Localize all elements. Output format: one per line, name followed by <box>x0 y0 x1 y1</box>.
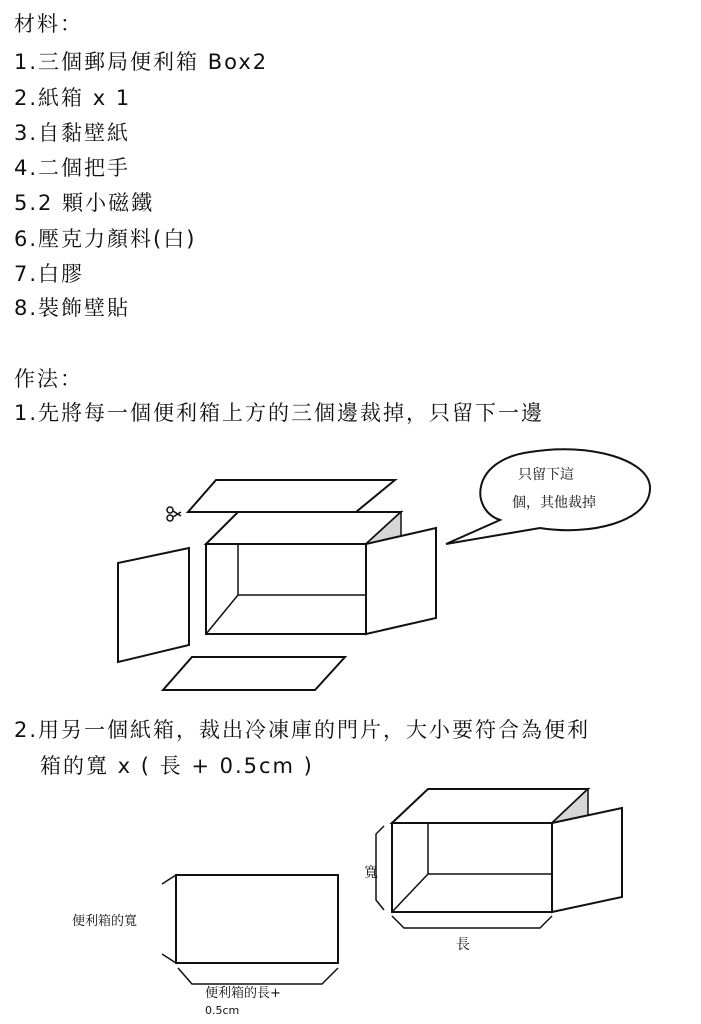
material-item-3: 3.自黏壁紙 <box>14 121 131 145</box>
material-item-4: 4.二個把手 <box>14 156 131 180</box>
bubble-text-2: 個，其他裁掉 <box>512 495 596 511</box>
label-box-width: 便利箱的寬 <box>72 914 138 929</box>
chang-brace <box>392 916 552 928</box>
door-panel <box>176 875 338 963</box>
step-2-text-line2: 箱的寬 x ( 長 + 0.5cm ) <box>40 754 314 778</box>
materials-heading: 材料： <box>14 12 83 36</box>
label-box-length: 便利箱的長+ <box>205 986 281 1001</box>
material-item-2: 2.紙箱 x 1 <box>14 86 132 110</box>
material-item-5: 5.2 顆小磁鐵 <box>14 191 155 215</box>
cut-top-flap <box>188 480 395 512</box>
measure-box <box>392 789 622 912</box>
step-2-text-line1: 2.用另一個紙箱，裁出冷凍庫的門片，大小要符合為便利 <box>14 718 591 742</box>
bubble-text-1: 只留下這 <box>518 467 574 483</box>
method-heading: 作法： <box>14 367 83 391</box>
cut-front-flap <box>163 657 345 690</box>
open-box <box>206 512 436 634</box>
material-item-6: 6.壓克力顏料(白) <box>14 227 197 251</box>
label-chang: 長 <box>456 937 470 953</box>
material-item-1: 1.三個郵局便利箱 Box2 <box>14 50 269 74</box>
label-kuan: 寬 <box>364 865 378 881</box>
material-item-8: 8.裝飾壁貼 <box>14 296 131 320</box>
label-box-length-2: 0.5cm <box>205 1004 240 1017</box>
scissors-icon <box>167 507 181 521</box>
width-brace <box>162 875 176 963</box>
material-item-7: 7.白膠 <box>14 262 85 286</box>
step-1-text: 1.先將每一個便利箱上方的三個邊裁掉，只留下一邊 <box>14 401 545 425</box>
cut-left-flap <box>118 548 189 662</box>
